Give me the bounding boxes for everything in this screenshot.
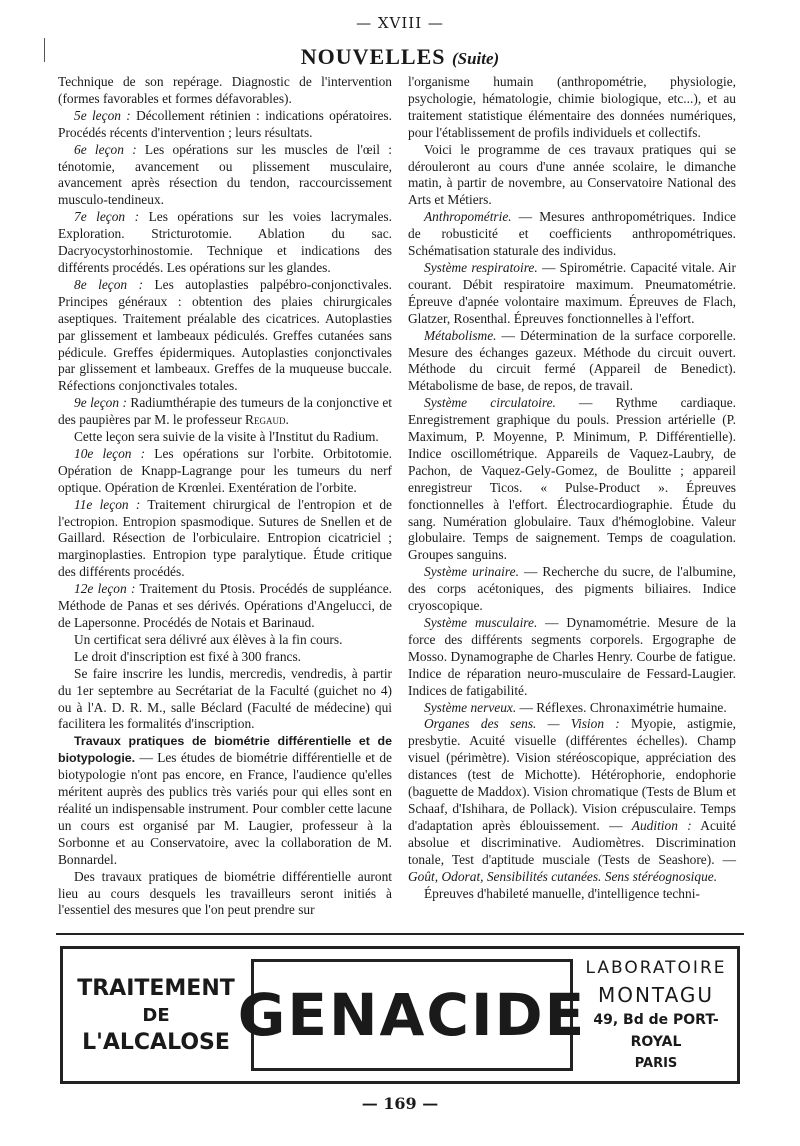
paragraph-lead: 12e leçon :	[74, 581, 136, 597]
paragraph-lead: Système circulatoire.	[424, 395, 556, 411]
ad-left-line2: DE	[142, 1004, 170, 1026]
paragraph-text: — Recherche du sucre, de l'albumine, des corps acétoniques, des pigments biliaires. Indice cryoscopique.	[408, 564, 737, 614]
paragraph	[408, 74, 736, 142]
paragraph	[58, 581, 392, 632]
paragraph-lead: 7e leçon :	[74, 209, 140, 225]
paragraph	[58, 497, 392, 582]
paragraph-lead: Anthropométrie.	[424, 209, 512, 225]
paragraph	[58, 209, 392, 277]
paragraph-lead: Audition :	[631, 817, 692, 833]
paragraph-text: Traitement du Ptosis. Procédés de suppléance. Méthode de Panas et ses dérivés. Opérations d'Angelucci, de de Lapersonne. Procédés de Notais et Barinaud.	[58, 581, 392, 630]
ad-right-line3: 49, Bd de PORT-ROYAL	[593, 1012, 719, 1050]
paragraph-text: — Mesures anthropométriques. Indice de robusticité et coefficients anthropométriques. Schématisation staturale des individus.	[408, 209, 736, 259]
section-title-suffix: (Suite)	[451, 49, 500, 68]
ad-right-panel	[575, 949, 737, 1081]
paragraph-text: — Détermination de la surface corporelle. Mesure des échanges gazeux. Méthode du circuit ouvert. Méthode du circuit fermé (Appareil de Benedict). Métabolisme de base, de repos, de travail.	[408, 327, 736, 394]
paragraph-lead: Système respiratoire.	[424, 259, 538, 275]
paragraph-text: Radiumthérapie des tumeurs de la conjonctive et des paupières par M. le professeur	[58, 395, 392, 428]
section-title-text: NOUVELLES	[300, 44, 446, 69]
paragraph	[58, 277, 392, 395]
paragraph	[58, 649, 392, 666]
paragraph	[58, 395, 392, 429]
paragraph-lead: Système nerveux.	[424, 699, 517, 715]
ad-left-line3: L'ALCALOSE	[82, 1029, 230, 1055]
paragraph	[58, 142, 392, 210]
paragraph-name: Regaud	[245, 412, 286, 428]
paragraph-heading: Travaux pratiques de biométrie différentielle et de biotypologie.	[58, 734, 392, 766]
paragraph-lead: Métabolisme.	[424, 327, 497, 343]
paragraph-lead: 6e leçon :	[74, 141, 137, 157]
paragraph	[408, 142, 736, 210]
paragraph-text: — Rythme cardiaque. Enregistrement graphique du pouls. Pression artérielle (P. Maximum, P. Moyenne, P. Minimum, P. Différentielle). Indice oscillométrique. Appareils de Vaquez-Laubry, de Pachon, de Vaquez-Gely-Gomez, de Boulitte ; appareil enregistreur Ticos. « Pulse-Product ». Épreuves fonctionnelles à l'effort. Électrocardiographie. Étude du sang. Numération globulaire. Taux d'hémoglobine. Valeur globulaire. Temps de saignement. Temps de coagulation. Groupes sanguins.	[408, 395, 736, 563]
paragraph	[408, 395, 736, 564]
paragraph-lead: Organes des sens. — Vision :	[424, 716, 620, 732]
paragraph-text: Les opérations sur l'orbite. Orbitotomie. Opération de Knapp-Lagrange pour les tumeurs du nerf optique. Opération de Krœnlei. Exentération de l'orbite.	[58, 445, 392, 495]
paragraph	[408, 716, 736, 885]
section-title	[0, 44, 800, 70]
paragraph	[58, 429, 392, 446]
advertisement	[60, 946, 740, 1084]
paragraph	[58, 733, 392, 868]
paragraph-lead: 8e leçon :	[74, 276, 144, 292]
ad-right-line4: PARIS	[634, 1056, 678, 1071]
paragraph	[408, 615, 736, 700]
ad-right-line2: MONTAGU	[597, 983, 715, 1007]
paragraph	[58, 869, 392, 920]
paragraph-text: — Les études de biométrie différentielle et de biotypologie n'ont pas encore, en France, l'audience qu'elles méritent auprès des publics très variés pour qui elles sont en réalité un indispensable instrument. Pour combler cette lacune un cours est organisé par M. Laugier, professeur à la Sorbonne et au Conservatoire, avec la collaboration de M. Bonnardel.	[58, 750, 392, 867]
ad-left-line1: TRAITEMENT	[77, 975, 235, 1001]
paragraph-text: Les opérations sur les voies lacrymales. Exploration. Stricturotomie. Ablation du sac. Dacryocystorhinostomie. Technique et indications des différents procédés. Les opérations sur les glandes.	[58, 209, 392, 275]
separator-rule	[56, 933, 744, 935]
paragraph-text: — Dynamométrie. Mesure de la force des différents segments corporels. Ergographe de Mosso. Dynamographe de Charles Henry. Courbe de fatigue. Indice de réparation neuro-musculaire de Fessard-Laugier. Indices de fatigabilité.	[408, 615, 736, 698]
paragraph-lead: 9e leçon :	[74, 395, 127, 411]
paragraph	[408, 564, 736, 615]
paragraph-text: Acuité absolue et discriminative. Audiomètres. Discrimination tonale, Test d'aptitude musciale (Tests de Seashore). —	[408, 817, 736, 867]
paragraph-text: l'organisme humain (anthropométrie, physiologie, psychologie, hématologie, chimie biologique, etc...), et au traitement statistique élémentaire des données numériques, pour l'établissement de profils individuels et collectifs.	[408, 74, 736, 140]
paragraph-text: Cette leçon sera suivie de la visite à l'Institut du Radium.	[74, 429, 379, 445]
paragraph-text: Épreuves d'habileté manuelle, d'intelligence techni-	[424, 885, 700, 901]
ad-left-panel	[63, 949, 249, 1081]
paragraph-lead: Système musculaire.	[424, 615, 538, 630]
paragraph-text: — Spirométrie. Capacité vitale. Air courant. Débit respiratoire maximum. Pneumatométrie. Épreuve d'apnée volontaire maximum. Épreuves de Flach, Glatzer, Rosenthal. Épreuves fonctionnelles à l'effort.	[408, 259, 736, 326]
paragraph-text: Voici le programme de ces travaux pratiques qui se dérouleront au cours d'une année scolaire, le dimanche matin, à partir de novembre, au Conservatoire National des Arts et Métiers.	[408, 141, 736, 208]
paragraph	[408, 328, 736, 396]
page-number: — 169 —	[361, 1094, 439, 1113]
paragraph-text: Se faire inscrire les lundis, mercredis, vendredis, à partir du 1er septembre au Secrétariat de la Faculté (guichet no 4) ou à l'A. D. R. M., salle Béclard (Faculté de médecine) qui facilitera les formalités d'inscription.	[58, 665, 392, 732]
paragraph	[58, 74, 392, 108]
paragraph-text: Myopie, astigmie, presbytie. Acuité visuelle (différentes échelles). Champ visuel (périmètre). Vision stéréoscopique, appréciation des distances (test de Michotte). Hétérophorie, endophorie (baguette de Maddox). Vision chromatique (Tests de Blum et Schaaf, d'Ishihara, de Pollack). Vision crépusculaire. Temps d'adaptation après éblouissement. —	[408, 716, 736, 833]
paragraph	[408, 209, 736, 260]
paragraph	[58, 446, 392, 497]
paragraph	[408, 260, 736, 328]
paragraph-text: Technique de son repérage. Diagnostic de l'intervention (formes favorables et formes défavorables).	[58, 74, 392, 106]
paragraph-text: Un certificat sera délivré aux élèves à la fin cours.	[74, 631, 343, 647]
paragraph-text: Décollement rétinien : indications opératoires. Procédés récents d'intervention ; leurs résultats.	[58, 107, 392, 140]
paragraph-lead: Goût, Odorat, Sensibilités cutanées. Sens stéréognosique.	[408, 868, 718, 884]
paragraph	[58, 666, 392, 734]
right-column	[408, 74, 736, 902]
paragraph	[408, 700, 736, 717]
paragraph-lead: 10e leçon :	[74, 445, 146, 461]
paragraph-text: .	[285, 412, 289, 428]
left-column	[58, 74, 392, 919]
paragraph	[58, 108, 392, 142]
ad-right-line1: LABORATOIRE	[585, 958, 727, 978]
paragraph-text: Le droit d'inscription est fixé à 300 francs.	[74, 648, 302, 664]
paragraph-lead: 5e leçon :	[74, 107, 131, 123]
paragraph-text: Les opérations sur les muscles de l'œil : ténotomie, avancement ou plissement musculaire, avancement après résection du tendon, raccourcissement musculo-tendineux.	[58, 141, 392, 208]
paragraph-lead: 11e leçon :	[74, 496, 141, 512]
paragraph-text: Les autoplasties palpébro-conjonctivales. Principes généraux : obtention des plaies chirurgicales aseptiques. Traitement préalable des cicatrices. Autoplasties par glissement et lambeaux pédiculés. Greffes cutanées sans pédicule. Greffes épidermiques. Autoplasties conjonctivales par glissement et lambeaux. Greffes de la muqueuse buccale. Réfections conjonctivales totales.	[58, 276, 392, 394]
paragraph-text: — Réflexes. Chronaximétrie humaine.	[516, 699, 727, 715]
paragraph-lead: Système urinaire.	[424, 564, 519, 580]
paragraph	[408, 886, 736, 903]
paragraph	[58, 632, 392, 649]
paragraph-text: Traitement chirurgical de l'entropion et de l'ectropion. Entropion spasmodique. Sutures de Snellen et de Gaillard. Résection de l'orbiculaire. Entropion cicatriciel ; marginoplasties. Entropion type paralytique. Étude critique des différents procédés.	[58, 496, 392, 580]
page-marker: — XVIII —	[356, 14, 444, 32]
paragraph-text: Des travaux pratiques de biométrie différentielle auront lieu au cours desquels les travailleurs seront initiés à l'essentiel des mesures que l'on peut prendre sur	[58, 868, 392, 918]
ad-brand: GENACIDE	[251, 959, 573, 1071]
